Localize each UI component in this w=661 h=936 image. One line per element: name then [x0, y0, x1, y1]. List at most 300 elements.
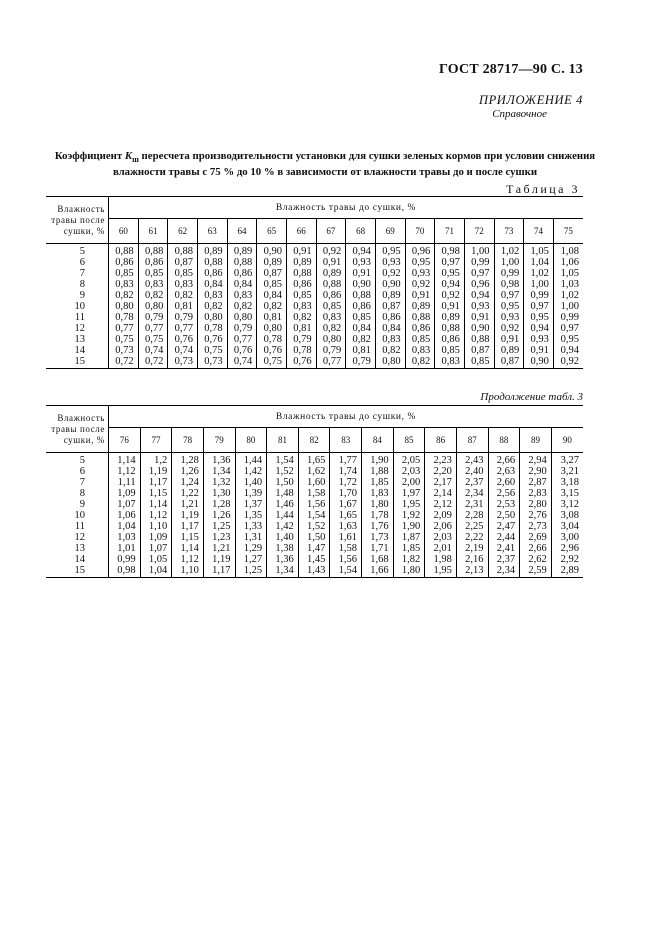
table-cell: 0,75 — [257, 356, 287, 369]
table-cell: 1,80 — [393, 565, 425, 578]
column-header: 61 — [138, 219, 168, 244]
table-cell: 1,44 — [267, 510, 299, 521]
table-cell: 3,00 — [560, 532, 579, 543]
table-cell: 0,79 — [316, 345, 346, 356]
table-cell: 0,85 — [109, 268, 139, 279]
table-cell: 0,85 — [346, 312, 376, 323]
column-header: 62 — [168, 219, 198, 244]
appendix-subtitle: Справочное — [492, 108, 547, 120]
table-cell: 1,95 — [425, 565, 457, 578]
table-cell: 0,90 — [524, 356, 554, 369]
table-cell: 2,89 — [551, 565, 583, 578]
table-cell: 2,31 — [456, 499, 488, 510]
table-cell: 0,83 — [138, 279, 168, 290]
table-cell: 0,92 — [316, 244, 346, 258]
column-header: 90 — [551, 428, 583, 453]
table-cell: 1,70 — [330, 488, 362, 499]
column-header: 74 — [524, 219, 554, 244]
table-cell: 1,29 — [235, 543, 267, 554]
table-label: Таблица 3 — [506, 182, 580, 196]
table-cell: 2,50 — [488, 510, 520, 521]
table-cell: 1,08 — [560, 246, 579, 257]
table-cell: 2,56 — [488, 488, 520, 499]
column-header-row — [46, 428, 583, 453]
table-cell: 1,52 — [298, 521, 330, 532]
table-cell: 0,79 — [286, 334, 316, 345]
column-header: 60 — [109, 219, 139, 244]
table-cell: 0,85 — [286, 290, 316, 301]
table-cell: 1,43 — [298, 565, 330, 578]
table-cell: 2,41 — [488, 543, 520, 554]
table-cell: 0,86 — [316, 290, 346, 301]
table-cell: 1,07 — [109, 499, 141, 510]
table-cell: 2,80 — [520, 499, 552, 510]
table-row — [46, 301, 583, 312]
table-cell: 0,84 — [227, 279, 257, 290]
table-cell: 0,92 — [435, 290, 465, 301]
table-cell: 0,90 — [464, 323, 494, 334]
table-cell: 1,48 — [267, 488, 299, 499]
table-cell: 2,44 — [488, 532, 520, 543]
table-cell: 2,92 — [560, 554, 579, 565]
table-cell: 2,03 — [393, 466, 425, 477]
table-cell: 2,66 — [520, 543, 552, 554]
caption-symbol: K — [124, 150, 133, 162]
table-cell: 0,72 — [109, 356, 139, 369]
table-cell: 1,00 — [494, 257, 524, 268]
table-cell: 1,25 — [203, 521, 235, 532]
table-cell: 1,38 — [267, 543, 299, 554]
table-cell: 0,91 — [464, 312, 494, 323]
table-cell: 1,34 — [267, 565, 299, 578]
table-cell: 1,34 — [203, 466, 235, 477]
table-row — [46, 510, 583, 521]
table-cell: 0,78 — [197, 323, 227, 334]
table-cell: 0,97 — [494, 290, 524, 301]
row-stub: 14 — [46, 554, 109, 565]
table-cell: 1,23 — [203, 532, 235, 543]
table-cell: 0,86 — [227, 268, 257, 279]
table-cell: 1,47 — [298, 543, 330, 554]
table-row — [46, 532, 583, 543]
row-stub: 12 — [46, 323, 109, 334]
table-cell: 1,02 — [560, 290, 579, 301]
table-cell: 0,88 — [464, 334, 494, 345]
table-cell: 1,05 — [560, 268, 579, 279]
table-cell: 0,78 — [257, 334, 287, 345]
table-cell: 1,82 — [393, 554, 425, 565]
table-cell: 0,82 — [138, 290, 168, 301]
stub-header: Влажность травы после сушки, % — [46, 406, 109, 453]
table-cell: 1,63 — [330, 521, 362, 532]
row-stub: 11 — [46, 521, 109, 532]
table-cell: 0,87 — [375, 301, 405, 312]
row-stub: 9 — [46, 290, 109, 301]
table-cell: 0,79 — [138, 312, 168, 323]
table-row — [46, 356, 583, 369]
table-cell: 0,82 — [168, 290, 198, 301]
table-cell: 1,06 — [109, 510, 141, 521]
table-cell: 0,96 — [464, 279, 494, 290]
table-cell: 0,73 — [168, 356, 198, 369]
table-cell: 1,17 — [140, 477, 172, 488]
table-cell: 1,11 — [109, 477, 141, 488]
table-cell: 0,79 — [168, 312, 198, 323]
continuation-label: Продолжение табл. 3 — [480, 391, 583, 403]
table-cell: 0,78 — [109, 312, 139, 323]
table-cell: 1,28 — [172, 453, 204, 467]
table-cell: 0,85 — [168, 268, 198, 279]
table-cell: 0,97 — [464, 268, 494, 279]
table-cell: 0,80 — [197, 312, 227, 323]
table-cell: 0,88 — [316, 279, 346, 290]
table-cell: 1,65 — [330, 510, 362, 521]
row-stub: 9 — [46, 499, 109, 510]
table-cell: 1,02 — [524, 268, 554, 279]
table-row — [46, 466, 583, 477]
table-cell: 1,76 — [362, 521, 394, 532]
table-cell: 0,99 — [464, 257, 494, 268]
table-row — [46, 499, 583, 510]
table-cell: 0,95 — [405, 257, 435, 268]
row-stub: 6 — [46, 466, 109, 477]
table-cell: 1,30 — [203, 488, 235, 499]
table-cell: 0,89 — [197, 244, 227, 258]
row-stub: 13 — [46, 334, 109, 345]
table-cell: 2,59 — [520, 565, 552, 578]
table-cell: 1,12 — [140, 510, 172, 521]
column-header: 72 — [464, 219, 494, 244]
table-cell: 0,94 — [346, 244, 376, 258]
table-cell: 0,94 — [435, 279, 465, 290]
table-cell: 0,89 — [316, 268, 346, 279]
table-cell: 0,86 — [286, 279, 316, 290]
table-cell: 1,74 — [330, 466, 362, 477]
table-cell: 3,15 — [560, 488, 579, 499]
table-cell: 0,87 — [257, 268, 287, 279]
row-stub: 11 — [46, 312, 109, 323]
table-cell: 1,85 — [393, 543, 425, 554]
table-cell: 1,73 — [362, 532, 394, 543]
table-cell: 1,90 — [393, 521, 425, 532]
table-cell: 1,24 — [172, 477, 204, 488]
table-cell: 0,89 — [375, 290, 405, 301]
table-cell: 1,97 — [393, 488, 425, 499]
table-cell: 0,76 — [257, 345, 287, 356]
table-cell: 1,04 — [109, 521, 141, 532]
table-row — [46, 543, 583, 554]
table-cell: 1,83 — [362, 488, 394, 499]
table-cell: 0,77 — [138, 323, 168, 334]
table-cell: 0,99 — [560, 312, 579, 323]
table-cell: 1,67 — [330, 499, 362, 510]
table-cell: 2,12 — [425, 499, 457, 510]
table-cell: 2,14 — [425, 488, 457, 499]
table-cell: 1,12 — [172, 554, 204, 565]
table-cell: 0,80 — [375, 356, 405, 369]
table-cell: 1,15 — [172, 532, 204, 543]
table-cell: 0,82 — [227, 301, 257, 312]
table-cell: 2,76 — [520, 510, 552, 521]
table-cell: 0,96 — [405, 244, 435, 258]
column-header: 88 — [488, 428, 520, 453]
table-cell: 0,77 — [227, 334, 257, 345]
table-cell: 0,75 — [138, 334, 168, 345]
table-cell: 0,87 — [494, 356, 524, 369]
table-cell: 2,34 — [488, 565, 520, 578]
table-cell: 0,92 — [494, 323, 524, 334]
table-cell: 1,45 — [298, 554, 330, 565]
table-cell: 0,73 — [109, 345, 139, 356]
table-cell: 0,84 — [375, 323, 405, 334]
table-cell: 0,88 — [197, 257, 227, 268]
table-cell: 2,06 — [425, 521, 457, 532]
table-cell: 0,98 — [494, 279, 524, 290]
table-cell: 1,04 — [140, 565, 172, 578]
data-table-1 — [46, 196, 583, 369]
table-cell: 0,75 — [197, 345, 227, 356]
row-stub: 5 — [46, 453, 109, 467]
table-cell: 0,88 — [168, 244, 198, 258]
table-cell: 1,36 — [203, 453, 235, 467]
table-cell: 0,89 — [286, 257, 316, 268]
column-header: 69 — [375, 219, 405, 244]
column-header: 65 — [257, 219, 287, 244]
table-cell: 1,88 — [362, 466, 394, 477]
table-cell: 0,84 — [346, 323, 376, 334]
table-cell: 1,14 — [109, 453, 141, 467]
column-header: 87 — [456, 428, 488, 453]
table-cell: 1,58 — [330, 543, 362, 554]
column-header: 89 — [520, 428, 552, 453]
table-cell: 1,03 — [109, 532, 141, 543]
table-cell: 0,91 — [405, 290, 435, 301]
table-cell: 2,09 — [425, 510, 457, 521]
table-cell: 0,86 — [197, 268, 227, 279]
table-cell: 1,25 — [235, 565, 267, 578]
row-stub: 14 — [46, 345, 109, 356]
table-cell: 1,56 — [298, 499, 330, 510]
table-cell: 0,80 — [138, 301, 168, 312]
table-cell: 1,15 — [140, 488, 172, 499]
table-cell: 2,87 — [520, 477, 552, 488]
table-cell: 2,22 — [456, 532, 488, 543]
table-cell: 1,14 — [140, 499, 172, 510]
table-cell: 3,04 — [560, 521, 579, 532]
table-cell: 1,00 — [560, 301, 579, 312]
table-cell: 1,09 — [109, 488, 141, 499]
table-cell: 0,86 — [405, 323, 435, 334]
table-row — [46, 488, 583, 499]
table-cell: 0,93 — [524, 334, 554, 345]
table-cell: 0,76 — [197, 334, 227, 345]
table-cell: 1,39 — [235, 488, 267, 499]
table-cell: 0,98 — [435, 244, 465, 258]
table-cell: 0,98 — [109, 565, 141, 578]
table-cell: 1,17 — [203, 565, 235, 578]
column-header: 67 — [316, 219, 346, 244]
row-stub: 8 — [46, 279, 109, 290]
row-stub: 13 — [46, 543, 109, 554]
table-cell: 1,60 — [298, 477, 330, 488]
table-cell: 1,54 — [298, 510, 330, 521]
table-cell: 2,73 — [520, 521, 552, 532]
column-header: 75 — [553, 219, 583, 244]
column-header: 66 — [286, 219, 316, 244]
table-cell: 2,23 — [425, 453, 457, 467]
column-header: 68 — [346, 219, 376, 244]
page-header: ГОСТ 28717—90 С. 13 — [439, 62, 583, 77]
table-cell: 1,37 — [235, 499, 267, 510]
table-row — [46, 477, 583, 488]
table-cell: 0,91 — [524, 345, 554, 356]
table-cell: 0,93 — [346, 257, 376, 268]
column-header: 78 — [172, 428, 204, 453]
column-header: 76 — [109, 428, 141, 453]
table-cell: 0,76 — [227, 345, 257, 356]
table-cell: 1,03 — [560, 279, 579, 290]
table-cell: 0,85 — [257, 279, 287, 290]
table-cell: 0,85 — [435, 345, 465, 356]
table-cell: 1,44 — [235, 453, 267, 467]
table-cell: 1,50 — [267, 477, 299, 488]
table-cell: 0,93 — [375, 257, 405, 268]
table-cell: 2,62 — [520, 554, 552, 565]
table-cell: 1,27 — [235, 554, 267, 565]
table-cell: 2,37 — [488, 554, 520, 565]
table-cell: 1,77 — [330, 453, 362, 467]
table-cell: 2,05 — [393, 453, 425, 467]
table-cell: 1,42 — [267, 521, 299, 532]
table-cell: 0,90 — [375, 279, 405, 290]
table-cell: 0,83 — [286, 301, 316, 312]
table-cell: 0,78 — [286, 345, 316, 356]
table-cell: 2,00 — [393, 477, 425, 488]
table-cell: 0,90 — [257, 244, 287, 258]
table-cell: 1,52 — [267, 466, 299, 477]
table-cell: 1,40 — [267, 532, 299, 543]
table-cell: 1,21 — [172, 499, 204, 510]
column-header: 71 — [435, 219, 465, 244]
row-stub: 12 — [46, 532, 109, 543]
table-cell: 0,90 — [346, 279, 376, 290]
table-cell: 1,80 — [362, 499, 394, 510]
column-header: 82 — [298, 428, 330, 453]
table-cell: 1,07 — [140, 543, 172, 554]
row-stub: 15 — [46, 356, 109, 369]
column-header: 86 — [425, 428, 457, 453]
table-cell: 0,99 — [109, 554, 141, 565]
table-row — [46, 257, 583, 268]
table-cell: 0,86 — [138, 257, 168, 268]
table-cell: 2,66 — [488, 453, 520, 467]
table-cell: 1,54 — [330, 565, 362, 578]
table-cell: 0,86 — [375, 312, 405, 323]
table-cell: 0,91 — [286, 244, 316, 258]
table-cell: 2,13 — [456, 565, 488, 578]
table-cell: 0,72 — [138, 356, 168, 369]
table-cell: 0,83 — [375, 334, 405, 345]
caption-subscript: ш — [132, 155, 139, 165]
table-row — [46, 554, 583, 565]
table-cell: 1,17 — [172, 521, 204, 532]
table-cell: 0,82 — [375, 345, 405, 356]
table-cell: 2,19 — [456, 543, 488, 554]
table-cell: 1,95 — [393, 499, 425, 510]
table-cell: 1,06 — [560, 257, 579, 268]
table-cell: 0,93 — [405, 268, 435, 279]
table-cell: 0,86 — [109, 257, 139, 268]
table-cell: 1,26 — [203, 510, 235, 521]
table-cell: 1,05 — [524, 244, 554, 258]
caption-text-post: пересчета производительности установки для сушки зеленых кормов при условии снижения — [138, 150, 596, 162]
table-cell: 0,83 — [405, 345, 435, 356]
table-cell: 0,84 — [257, 290, 287, 301]
table-cell: 0,88 — [109, 244, 139, 258]
table-cell: 1,90 — [362, 453, 394, 467]
table-cell: 0,99 — [494, 268, 524, 279]
table-cell: 0,77 — [109, 323, 139, 334]
table-cell: 1,04 — [524, 257, 554, 268]
table-cell: 1,40 — [235, 477, 267, 488]
table-cell: 1,92 — [393, 510, 425, 521]
table-cell: 0,73 — [197, 356, 227, 369]
table-cell: 1,00 — [464, 244, 494, 258]
table-cell: 0,91 — [346, 268, 376, 279]
table-cell: 2,90 — [520, 466, 552, 477]
table-cell: 0,94 — [560, 345, 579, 356]
table-cell: 1,61 — [330, 532, 362, 543]
table-cell: 1,28 — [203, 499, 235, 510]
table-cell: 0,77 — [316, 356, 346, 369]
table-cell: 0,88 — [138, 244, 168, 258]
table-cell: 1,62 — [298, 466, 330, 477]
table-cell: 0,95 — [435, 268, 465, 279]
table-row — [46, 521, 583, 532]
column-header: 77 — [140, 428, 172, 453]
table-cell: 1,2 — [140, 453, 172, 467]
table-cell: 0,83 — [109, 279, 139, 290]
table-cell: 0,88 — [346, 290, 376, 301]
table-cell: 2,01 — [425, 543, 457, 554]
column-header: 70 — [405, 219, 435, 244]
table-cell: 1,05 — [140, 554, 172, 565]
table-cell: 0,77 — [168, 323, 198, 334]
table-cell: 0,83 — [316, 312, 346, 323]
table-cell: 0,94 — [524, 323, 554, 334]
column-header: 83 — [330, 428, 362, 453]
group-header: Влажность травы до сушки, % — [109, 197, 584, 219]
table-cell: 0,79 — [346, 356, 376, 369]
table-cell: 2,40 — [456, 466, 488, 477]
table-cell: 0,86 — [435, 334, 465, 345]
table-cell: 0,82 — [197, 301, 227, 312]
table-cell: 0,93 — [464, 301, 494, 312]
table-row — [46, 334, 583, 345]
table-cell: 0,84 — [197, 279, 227, 290]
table-cell: 0,89 — [227, 244, 257, 258]
table-cell: 0,80 — [316, 334, 346, 345]
caption-text-pre: Коэффициент — [54, 150, 125, 162]
table-row — [46, 345, 583, 356]
column-header: 80 — [235, 428, 267, 453]
table-cell: 0,74 — [138, 345, 168, 356]
table-cell: 0,83 — [168, 279, 198, 290]
table-cell: 2,17 — [425, 477, 457, 488]
table-cell: 1,71 — [362, 543, 394, 554]
table-cell: 2,47 — [488, 521, 520, 532]
table-cell: 1,65 — [298, 453, 330, 467]
